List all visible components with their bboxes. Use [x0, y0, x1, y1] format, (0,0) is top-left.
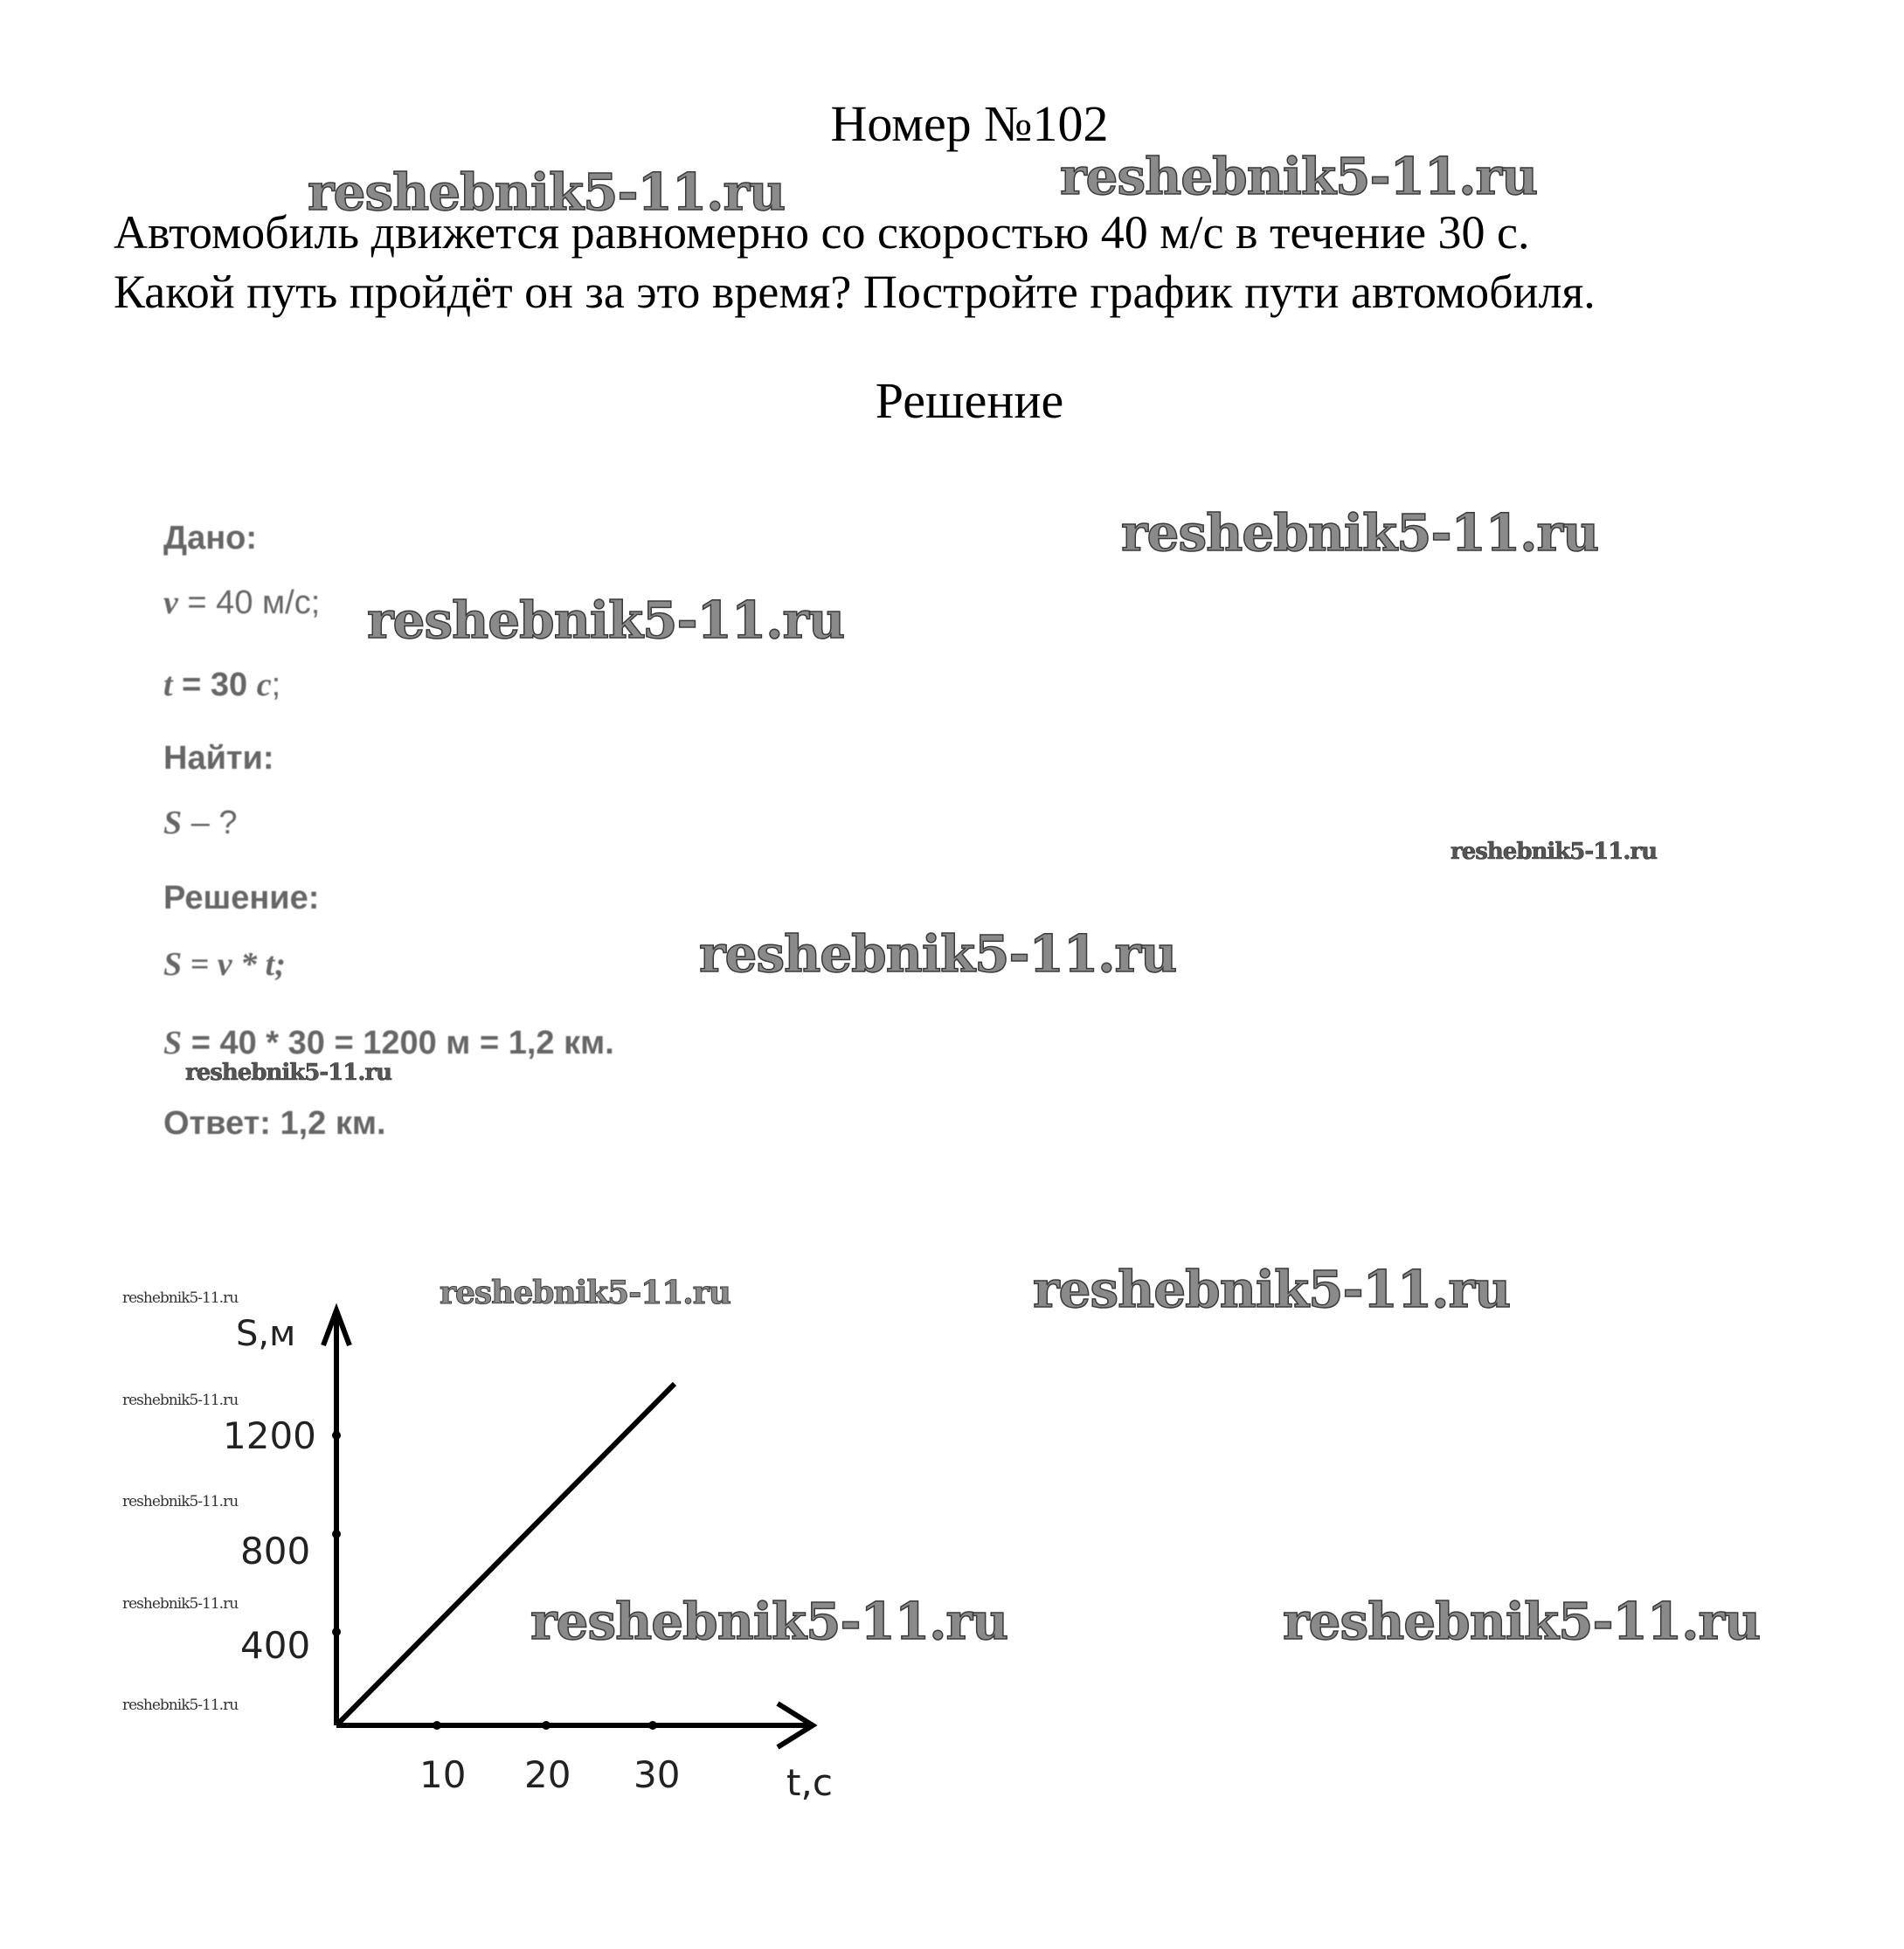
y-tick-label-400: 400 [240, 1624, 311, 1667]
x-tick-mark-30 [648, 1721, 657, 1730]
task-line-2: Какой путь пройдёт он за это время? Постройте график пути автомобиля. [114, 266, 1596, 318]
given-time [163, 666, 280, 704]
watermark: reshebnik5-11.ru [122, 1392, 239, 1409]
find-rest: – ? [182, 805, 238, 841]
watermark: reshebnik5-11.ru [699, 924, 1177, 984]
watermark: reshebnik5-11.ru [122, 1289, 239, 1307]
time-unit: с [256, 667, 272, 703]
watermark: reshebnik5-11.ru [122, 1595, 239, 1613]
solution-heading: Решение [875, 372, 1064, 429]
series-line [336, 1384, 675, 1725]
distance-time-chart [210, 1293, 874, 1817]
time-end: ; [271, 667, 281, 703]
x-tick-label-20: 20 [524, 1753, 571, 1796]
page-title: Номер №102 [830, 95, 1109, 152]
y-tick-mark-1200 [332, 1431, 341, 1440]
x-tick-label-30: 30 [634, 1753, 681, 1796]
watermark: reshebnik5-11.ru [185, 1060, 392, 1086]
x-tick-mark-20 [542, 1721, 550, 1730]
task-line-1: Автомобиль движется равномерно со скоростью 40 м/с в течение 30 с. [114, 206, 1530, 259]
y-tick-label-800: 800 [240, 1530, 311, 1572]
velocity-symbol: v [163, 584, 178, 621]
time-value: = 30 [172, 667, 257, 703]
watermark: reshebnik5-11.ru [530, 1592, 1008, 1651]
find-label: Найти: [163, 740, 274, 777]
watermark: reshebnik5-11.ru [122, 1697, 239, 1714]
y-tick-mark-400 [332, 1628, 341, 1636]
watermark: reshebnik5-11.ru [1121, 503, 1599, 563]
watermark: reshebnik5-11.ru [1033, 1260, 1511, 1319]
x-tick-label-10: 10 [419, 1753, 467, 1796]
watermark: reshebnik5-11.ru [1060, 147, 1538, 206]
answer: Ответ: 1,2 км. [163, 1105, 386, 1142]
calc-rest: = 40 * 30 = 1200 м = 1,2 км. [182, 1025, 614, 1061]
y-tick-label-1200: 1200 [223, 1414, 316, 1457]
x-tick-mark-10 [433, 1721, 441, 1730]
formula [163, 945, 286, 984]
y-tick-mark-800 [332, 1530, 341, 1538]
watermark: reshebnik5-11.ru [440, 1275, 730, 1311]
find-symbol: S [163, 805, 183, 841]
given-label: Дано: [163, 520, 258, 556]
given-velocity [163, 584, 320, 622]
calculation [163, 1024, 614, 1062]
find-value [163, 804, 238, 842]
y-axis-label: S,м [236, 1314, 296, 1354]
time-symbol: t [163, 667, 173, 703]
calc-symbol: S [163, 1025, 183, 1061]
solution-label: Решение: [163, 880, 320, 916]
watermark: reshebnik5-11.ru [122, 1493, 239, 1510]
watermark: reshebnik5-11.ru [1451, 839, 1658, 865]
velocity-value: = 40 м/с; [177, 584, 321, 621]
x-axis-label: t,с [786, 1761, 833, 1804]
formula-text: S = v * t; [163, 946, 286, 983]
watermark: reshebnik5-11.ru [308, 162, 786, 222]
watermark: reshebnik5-11.ru [1283, 1592, 1761, 1651]
watermark: reshebnik5-11.ru [367, 591, 845, 650]
